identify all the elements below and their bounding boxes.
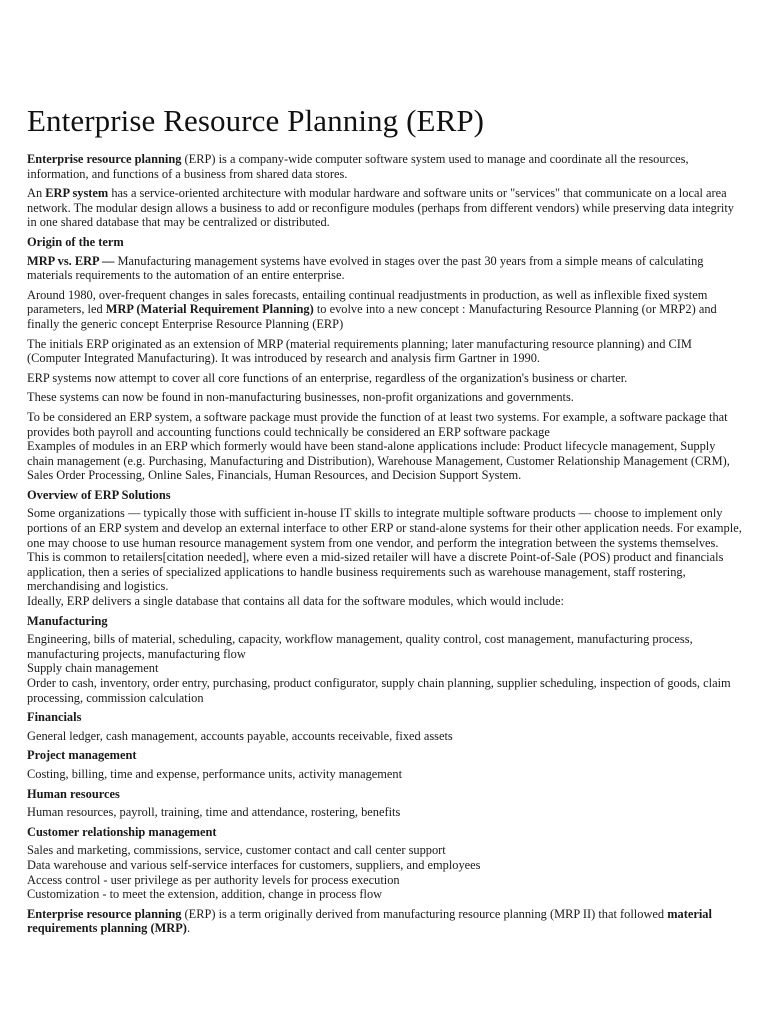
crm-item: Data warehouse and various self-service interfaces for customers, suppliers, and employees	[27, 857, 481, 872]
bold-term: ERP system	[45, 186, 109, 201]
paragraph-text: to evolve into a new concept : Manufacturing Resource Planning (or MRP2) and finally the generic concept Enterprise Resource Planning (ERP)	[27, 302, 717, 331]
initials-paragraph: The initials ERP originated as an extension of MRP (material requirements planning; later manufacturing resource planning) and CIM (Computer Integrated Manufacturing). It was introduced by research and analysis firm Gartner in 1990.	[27, 336, 692, 366]
financials-list: General ledger, cash management, accounts payable, accounts receivable, fixed assets	[27, 728, 453, 743]
organizations-paragraph: Some organizations — typically those with sufficient in-house IT skills to integrate multiple software products — choose to implement only portions of an ERP system and develop an external interface to other ERP or stand-alone systems for their other application needs. For example, one may choose to use human resource management system from one vendor, and perform the integration between the systems themselves.	[27, 506, 742, 550]
crm-item: Access control - user privilege as per authority levels for process execution	[27, 872, 400, 887]
paragraph-text: Manufacturing management systems have evolved in stages over the past 30 years from a simple means of calculating materials requirements to the automation of an entire enterprise.	[27, 253, 704, 283]
around-1980-paragraph	[27, 288, 743, 332]
human-resources-list: Human resources, payroll, training, time and attendance, rostering, benefits	[27, 805, 401, 820]
intro-paragraph	[27, 152, 743, 181]
heading-crm: Customer relationship management	[27, 824, 217, 839]
document-page	[27, 102, 743, 941]
bold-term: MRP vs. ERP —	[27, 253, 115, 268]
heading-overview: Overview of ERP Solutions	[27, 487, 171, 502]
heading-manufacturing: Manufacturing	[27, 613, 108, 628]
bold-term: MRP (Material Requirement Planning)	[105, 302, 314, 317]
paragraph-text: (ERP) is a term originally derived from manufacturing resource planning (MRP II) that followed	[181, 906, 668, 921]
bold-term: Enterprise resource planning	[27, 152, 182, 166]
project-management-list: Costing, billing, time and expense, performance units, activity management	[27, 766, 403, 781]
heading-origin: Origin of the term	[27, 234, 124, 249]
paragraph-text: has a service-oriented architecture with modular hardware and software units or "services" that communicate on a local area network. The modular design allows a business to add or reconfigure modules (perhaps from different vendors) while preserving data integrity in one shared database that may be centralized or distributed.	[27, 186, 734, 230]
bold-term: material requirements planning (MRP)	[27, 906, 712, 936]
manufacturing-list: Engineering, bills of material, scheduling, capacity, workflow management, quality control, cost management, manufacturing process, manufacturing projects, manufacturing flow	[27, 632, 693, 661]
paragraph-text: (ERP) is a company-wide computer software system used to manage and coordinate all the resources, information, and functions of a business from shared data stores.	[27, 152, 689, 181]
document-title: Enterprise Resource Planning (ERP)	[27, 103, 485, 138]
erp-system-paragraph	[27, 186, 743, 230]
retailers-paragraph: This is common to retailers[citation needed], where even a mid-sized retailer will have a discrete Point-of-Sale (POS) product and financials application, then a series of specialized applications to handle business requirements such as warehouse management, staff rostering, merchandising and logistics.	[27, 550, 724, 594]
non-manufacturing-paragraph: These systems can now be found in non-manufacturing businesses, non-profit organizations and governments.	[27, 390, 574, 405]
single-database-paragraph: Ideally, ERP delivers a single database that contains all data for the software modules, which would include:	[27, 594, 564, 609]
heading-human-resources: Human resources	[27, 786, 120, 801]
paragraph-text: .	[186, 921, 191, 936]
heading-project-management: Project management	[27, 748, 137, 763]
supply-chain-list: Order to cash, inventory, order entry, purchasing, product configurator, supply chain planning, supplier scheduling, inspection of goods, claim processing, commission calculation	[27, 676, 731, 705]
heading-financials: Financials	[27, 710, 82, 725]
crm-item: Customization - to meet the extension, addition, change in process flow	[27, 887, 383, 902]
supply-chain-label: Supply chain management	[27, 661, 159, 676]
bold-term: Enterprise resource planning	[27, 906, 182, 921]
erp-definition-paragraph: To be considered an ERP system, a software package must provide the function of at least two systems. For example, a software package that provides both payroll and accounting functions could technically be considered an ERP software package	[27, 409, 728, 439]
modules-paragraph: Examples of modules in an ERP which formerly would have been stand-alone applications include: Product lifecycle management, Supply chain management (e.g. Purchasing, Manufacturing and Distribution), Warehouse Management, Customer Relationship Management (CRM), Sales Order Processing, Online Sales, Financials, Human Resources, and Decision Support System.	[27, 439, 730, 483]
mrp-vs-erp-paragraph	[27, 254, 743, 283]
paragraph-text: An	[27, 186, 46, 201]
closing-paragraph	[27, 907, 743, 936]
crm-item: Sales and marketing, commissions, service, customer contact and call center support	[27, 843, 446, 858]
core-functions-paragraph: ERP systems now attempt to cover all core functions of an enterprise, regardless of the organization's business or charter.	[27, 370, 628, 385]
paragraph-text: Around 1980, over-frequent changes in sales forecasts, entailing continual readjustments in production, as well as inflexible fixed system parameters, led	[27, 287, 708, 317]
